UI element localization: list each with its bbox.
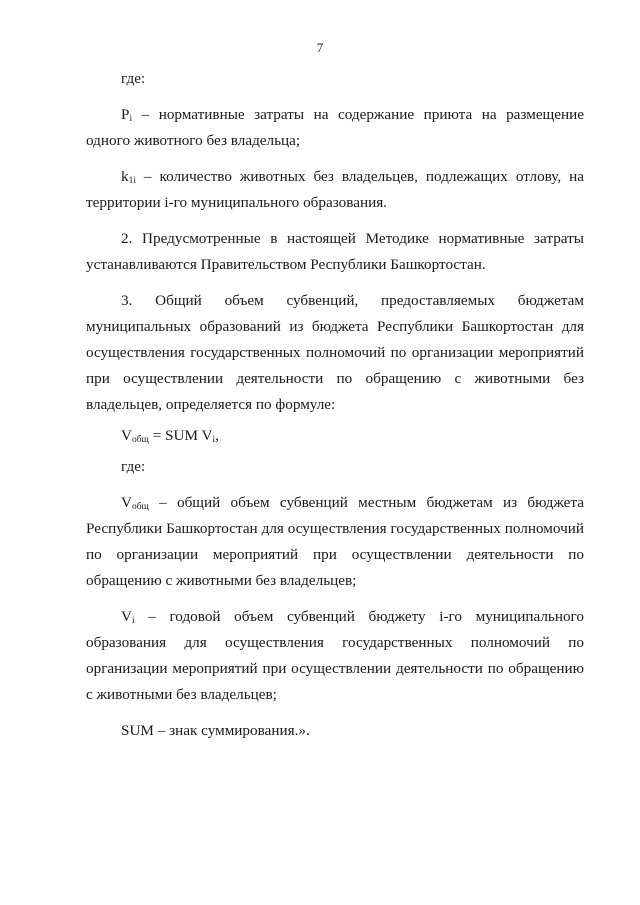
formula-v-total — [86, 423, 584, 449]
symbol-p: P — [121, 106, 130, 123]
symbol-v-subscript: общ — [131, 502, 149, 512]
definition-text: – общий объем субвенций местным бюджетам из бюджета Республики Башкортостан для осуществления государственных полномочий по организации мероприятий при осуществлении деятельности по обращению с животными без владельцев; — [86, 494, 584, 589]
symbol-p-subscript: i — [129, 114, 133, 124]
formula-end: , — [215, 427, 219, 444]
document-body — [86, 66, 584, 744]
symbol-v: V — [121, 427, 132, 444]
paragraph-where: где: — [121, 70, 146, 87]
symbol-k-subscript: 1i — [128, 176, 136, 186]
definition-text: – количество животных без владельцев, подлежащих отлову, на территории i-го муниципального образования. — [86, 168, 584, 211]
formula-body: = SUM V — [148, 427, 213, 444]
paragraph-item-2: 2. Предусмотренные в настоящей Методике нормативные затраты устанавливаются Правительством Республики Башкортостан. — [86, 230, 584, 273]
symbol-v: V — [121, 494, 132, 511]
symbol-v-subscript: i — [131, 616, 135, 626]
symbol-v-subscript: общ — [131, 435, 149, 445]
paragraph-k1i-definition — [86, 164, 584, 216]
symbol-vi-subscript: i — [212, 435, 216, 445]
paragraph-where-2: где: — [121, 458, 146, 475]
definition-text: – нормативные затраты на содержание приюта на размещение одного животного без владельца; — [86, 106, 584, 149]
symbol-k: k — [121, 168, 129, 185]
paragraph-vi-definition — [86, 604, 584, 708]
paragraph-pi-definition — [86, 102, 584, 154]
paragraph-sum-definition: SUM – знак суммирования.». — [121, 722, 310, 739]
paragraph-vtotal-definition — [86, 490, 584, 594]
paragraph-item-3: 3. Общий объем субвенций, предоставляемых бюджетам муниципальных образований из бюджета Республики Башкортостан для осуществления государственных полномочий по организации мероприятий при осуществлении деятельности по обращению с животными без владельцев, определяется по формуле: — [86, 292, 584, 413]
symbol-v: V — [121, 608, 132, 625]
page-number: 7 — [316, 40, 324, 55]
definition-text: – годовой объем субвенций бюджету i-го муниципального образования для осуществления государственных полномочий по организации мероприятий при осуществлении деятельности по обращению с животными без владельцев; — [86, 608, 584, 703]
